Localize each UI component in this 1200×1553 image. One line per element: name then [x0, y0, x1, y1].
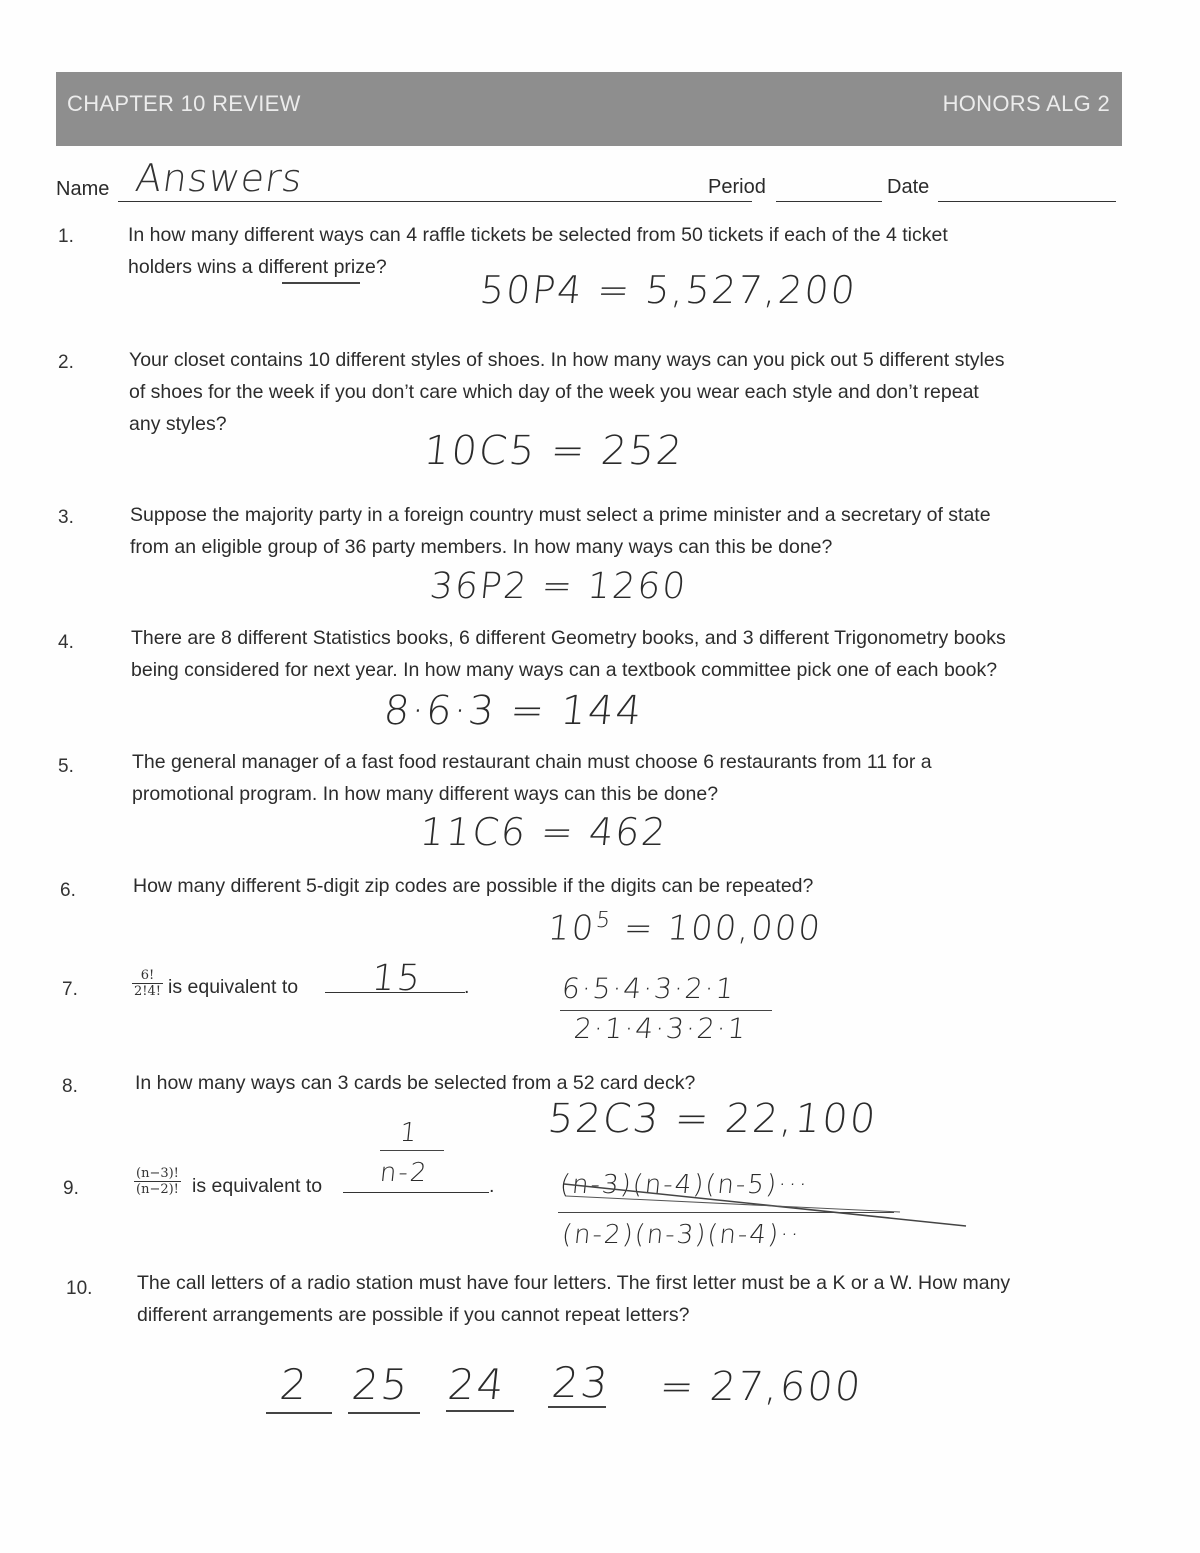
answer-handwritten: 8·6·3 = 144	[381, 688, 646, 734]
strike-line	[566, 1196, 900, 1212]
answer-handwritten: 52C3 = 22,100	[545, 1096, 880, 1142]
question-number: 5.	[58, 756, 74, 777]
answer-handwritten: 36P2 = 1260	[427, 566, 690, 607]
slot-value: 2	[277, 1360, 312, 1409]
question-number: 2.	[58, 352, 74, 373]
name-label: Name	[56, 178, 110, 200]
work-numerator: 6·5·4·3·2·1	[560, 972, 738, 1005]
question-line: any styles?	[129, 413, 227, 435]
fraction-denominator: (n−2)!	[136, 1182, 179, 1197]
question-line: The call letters of a radio station must have four letters. The first letter must be a K or a W. How many	[137, 1272, 1011, 1294]
question-line: being considered for next year. In how many ways can a textbook committee pick one of each book?	[131, 659, 998, 681]
work-denominator: (n-2)(n-3)(n-4)··	[560, 1220, 803, 1250]
answer-exponent: 5	[594, 908, 614, 933]
date-label: Date	[887, 176, 930, 198]
question-line: Your closet contains 10 different styles of shoes. In how many ways can you pick out 5 different styles	[129, 349, 1005, 371]
chapter-title: CHAPTER 10 REVIEW	[67, 91, 301, 116]
slot-underline	[266, 1412, 332, 1414]
slot-underline	[348, 1412, 420, 1414]
period-label: Period	[708, 176, 766, 198]
question-number: 1.	[58, 226, 74, 247]
slot-underline	[548, 1406, 606, 1408]
question-line: In how many ways can 3 cards be selected from a 52 card deck?	[135, 1072, 696, 1094]
sentence-period: .	[489, 1175, 495, 1197]
question-number: 9.	[63, 1178, 79, 1199]
fraction-denominator: 2!4!	[134, 984, 161, 999]
name-value: Answers	[132, 156, 306, 200]
question-line: The general manager of a fast food restaurant chain must choose 6 restaurants from 11 for a	[132, 751, 932, 773]
question-line: holders wins a different prize?	[128, 256, 387, 278]
answer-handwritten: 10C5 = 252	[421, 428, 686, 474]
question-line: In how many different ways can 4 raffle tickets be selected from 50 tickets if each of the 4 ticket	[128, 224, 948, 246]
blank-answer-denominator: n-2	[378, 1158, 430, 1188]
answer-handwritten: 11C6 = 462	[417, 810, 670, 854]
question-text: is equivalent to	[192, 1175, 323, 1197]
question-number: 4.	[58, 632, 74, 653]
slot-underline	[446, 1410, 514, 1412]
slot-value: 24	[445, 1360, 509, 1409]
blank-answer-numerator: 1	[398, 1118, 421, 1148]
fraction-numerator: 6!	[132, 968, 163, 984]
course-title: HONORS ALG 2	[942, 91, 1110, 116]
slot-value: 23	[549, 1358, 613, 1407]
blank-answer-handwritten: 15	[369, 958, 424, 999]
slot-value: 25	[349, 1360, 413, 1409]
question-line: promotional program. In how many different ways can this be done?	[132, 783, 719, 805]
answer-base: 10	[545, 908, 598, 949]
answer-handwritten: = 27,600	[657, 1364, 865, 1410]
question-line: from an eligible group of 36 party members. In how many ways can this be done?	[130, 536, 833, 558]
question-number: 3.	[58, 507, 74, 528]
question-number: 6.	[60, 880, 76, 901]
question-line: There are 8 different Statistics books, 6 different Geometry books, and 3 different Trigonometry books	[131, 627, 1006, 649]
question-number: 10.	[66, 1278, 93, 1299]
work-numerator: (n-3)(n-4)(n-5)···	[558, 1170, 811, 1200]
question-number: 8.	[62, 1076, 78, 1097]
answer-handwritten: 50P4 = 5,527,200	[477, 268, 860, 312]
question-line: different arrangements are possible if you cannot repeat letters?	[137, 1304, 690, 1326]
sentence-period: .	[464, 976, 470, 998]
question-line: of shoes for the week if you don’t care which day of the week you wear each style and don’t repeat	[129, 381, 979, 403]
question-text	[137, 1267, 1010, 1331]
question-text: is equivalent to	[168, 976, 299, 998]
question-line: How many different 5-digit zip codes are possible if the digits can be repeated?	[133, 875, 814, 897]
question-line: Suppose the majority party in a foreign country must select a prime minister and a secretary of state	[130, 504, 991, 526]
question-number: 7.	[62, 979, 78, 1000]
fraction-numerator: (n−3)!	[136, 1166, 179, 1181]
work-denominator: 2·1·4·3·2·1	[572, 1012, 750, 1045]
strike-line	[564, 1184, 966, 1226]
answer-result: = 100,000	[621, 908, 825, 949]
